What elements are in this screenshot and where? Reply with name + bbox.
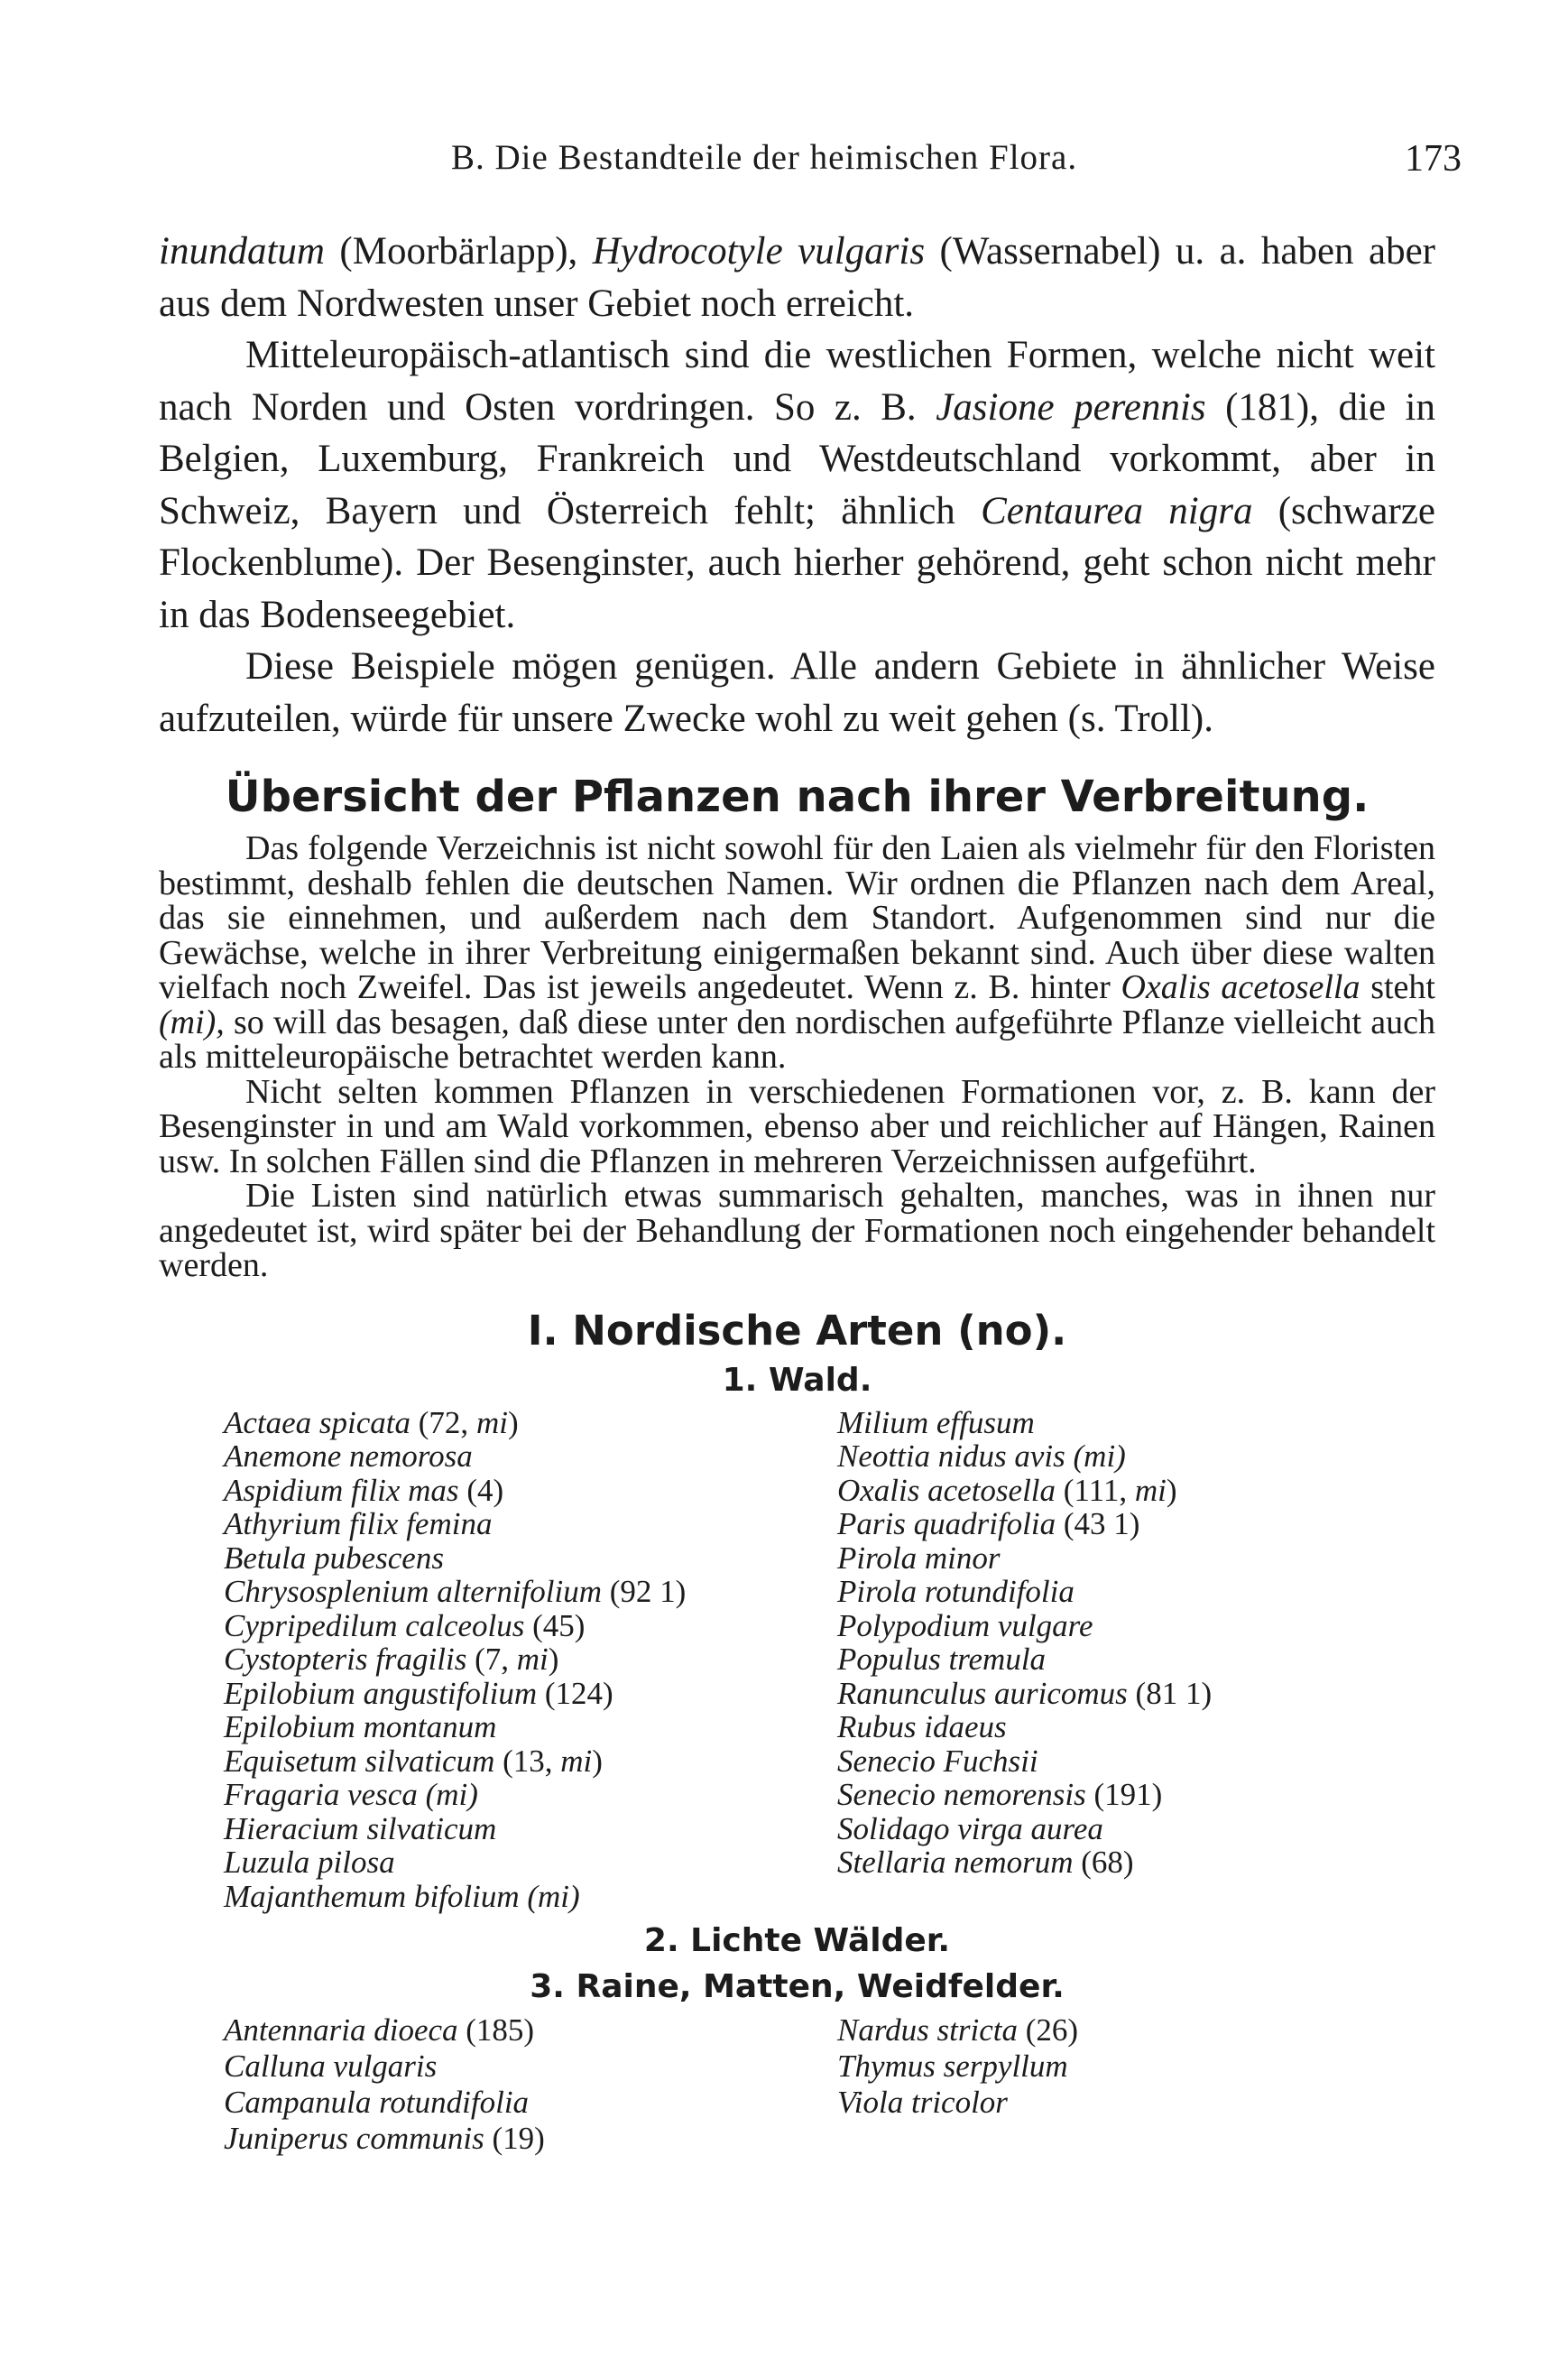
species-name: Cypripedilum calceolus <box>224 1607 525 1643</box>
species-entry <box>837 1642 1424 1677</box>
species-entry <box>837 2012 1424 2049</box>
species-name: Campanula rotundifolia <box>224 2085 530 2120</box>
species-entry <box>224 1474 837 1508</box>
species-entry <box>224 1541 837 1576</box>
species-note: (13, <box>494 1743 561 1779</box>
species-name: Viola tricolor <box>837 2085 1008 2120</box>
species-note: (68) <box>1073 1845 1134 1880</box>
species-note: (111, <box>1056 1472 1135 1508</box>
species-note-close: ) <box>507 1404 519 1440</box>
species-name: Equisetum silvaticum <box>224 1743 495 1779</box>
species-name: Oxalis acetosella <box>837 1472 1056 1508</box>
species-column-left <box>224 1406 837 1914</box>
text-run: (181), die in Belgien, Luxemburg, Frankreich und Westdeutschland vorkommt, aber in Schweiz, Bayern und Österreich fehlt; ähnlich <box>159 385 1436 532</box>
species-columns-wald <box>159 1406 1435 1914</box>
species-name: Chrysosplenium alternifolium <box>224 1574 603 1609</box>
species-name: Rubus idaeus <box>837 1709 1007 1744</box>
paragraph <box>159 1179 1435 1283</box>
italic-text: Jasione perennis <box>936 385 1206 429</box>
species-entry <box>837 1474 1424 1508</box>
species-entry <box>224 2085 837 2121</box>
species-entry <box>224 1439 837 1474</box>
species-column-left <box>224 2012 837 2157</box>
italic-text: (mi), <box>159 1003 225 1041</box>
text-run: Nicht selten kommen Pflanzen in verschiedenen Formationen vor, z. B. kann der Besenginster in und am Wald vorkommen, ebenso aber und reichlicher auf Hängen, Rainen usw. In solchen Fällen sind die Pflanzen in mehreren Verzeichnissen aufgeführt. <box>159 1072 1435 1180</box>
species-entry <box>224 1507 837 1541</box>
overview-text <box>159 831 1435 1283</box>
running-head: B. Die Bestandteile der heimischen Flora. <box>451 138 1078 177</box>
species-name: Epilobium angustifolium <box>224 1675 538 1711</box>
text-run: so will das besagen, daß diese unter den nordischen aufgeführte Pflanze vielleicht auch als mitteleuropäische betrachtet werden kann. <box>159 1003 1435 1076</box>
italic-text: Centaurea nigra <box>981 489 1253 532</box>
species-name: Neottia nidus avis (mi) <box>837 1438 1126 1474</box>
species-name: Actaea spicata <box>224 1404 411 1440</box>
species-entry <box>224 1880 837 1914</box>
paragraph <box>159 329 1435 641</box>
species-name: Antennaria dioeca <box>224 2012 458 2048</box>
species-name: Majanthemum bifolium (mi) <box>224 1878 580 1914</box>
species-name: Populus tremula <box>837 1642 1047 1677</box>
species-note-italic: mi <box>1134 1472 1167 1508</box>
subsection-heading-wald: 1. Wald. <box>722 1361 872 1399</box>
species-entry <box>837 1507 1424 1541</box>
species-entry <box>224 1609 837 1643</box>
species-entry <box>837 1541 1424 1576</box>
paragraph <box>159 831 1435 1075</box>
species-name: Ranunculus auricomus <box>837 1675 1128 1711</box>
species-name: Polypodium vulgare <box>837 1607 1093 1643</box>
species-name: Juniperus communis <box>224 2121 484 2156</box>
species-entry <box>224 1744 837 1779</box>
species-name: Anemone nemorosa <box>224 1438 473 1474</box>
species-name: Aspidium filix mas <box>224 1472 459 1508</box>
text-run: steht <box>1360 968 1435 1006</box>
species-note: (124) <box>537 1675 613 1711</box>
page-header <box>451 137 1462 191</box>
species-columns-raine <box>159 2012 1435 2157</box>
species-name: Paris quadrifolia <box>837 1506 1056 1541</box>
subsection-heading-lichte-waelder: 2. Lichte Wälder. <box>643 1922 951 1959</box>
species-name: Betula pubescens <box>224 1540 444 1576</box>
overview-heading: Übersicht der Pflanzen nach ihrer Verbreitung. <box>225 772 1370 822</box>
species-entry <box>837 1609 1424 1643</box>
species-name: Senecio nemorensis <box>837 1777 1086 1812</box>
paragraph <box>159 226 1435 329</box>
species-note: (26) <box>1018 2012 1079 2048</box>
text-run: (Moorbärlapp), <box>324 230 593 273</box>
species-entry <box>837 1710 1424 1744</box>
text-run: (Wassernabel) u. a. haben aber aus dem Nordwesten unser Gebiet noch erreicht. <box>159 230 1435 325</box>
species-name: Calluna vulgaris <box>224 2049 438 2084</box>
species-note-close: ) <box>592 1743 603 1779</box>
species-name: Milium effusum <box>837 1404 1035 1440</box>
species-name: Cystopteris fragilis <box>224 1642 467 1677</box>
species-note: (92 1) <box>602 1574 687 1609</box>
species-entry <box>837 1744 1424 1779</box>
species-entry <box>224 2012 837 2049</box>
species-name: Thymus serpyllum <box>837 2049 1068 2084</box>
species-note: (19) <box>484 2121 545 2156</box>
species-entry <box>224 1812 837 1846</box>
species-entry <box>837 1845 1424 1880</box>
species-name: Pirola rotundifolia <box>837 1574 1075 1609</box>
intro-text <box>159 226 1435 745</box>
species-name: Fragaria vesca (mi) <box>224 1777 478 1812</box>
species-entry <box>224 1575 837 1609</box>
species-name: Luzula pilosa <box>224 1845 395 1880</box>
species-entry <box>837 1575 1424 1609</box>
species-note-close: ) <box>1166 1472 1177 1508</box>
species-name: Nardus stricta <box>837 2012 1018 2048</box>
species-note: (7, <box>466 1642 517 1677</box>
paragraph <box>159 641 1435 745</box>
species-entry <box>224 1642 837 1677</box>
group-heading: I. Nordische Arten (no). <box>527 1306 1067 1355</box>
species-note-close: ) <box>548 1642 559 1677</box>
species-name: Senecio Fuchsii <box>837 1743 1038 1779</box>
species-note: (191) <box>1085 1777 1163 1812</box>
text-run: (schwarze Flockenblume). Der Besenginster, auch hierher gehörend, geht schon nicht mehr in das Bodenseegebiet. <box>159 489 1435 636</box>
species-name: Epilobium montanum <box>224 1709 497 1744</box>
species-entry <box>837 2085 1424 2121</box>
subsection-heading-raine: 3. Raine, Matten, Weidfelder. <box>530 1968 1065 2005</box>
species-note-italic: mi <box>475 1404 508 1440</box>
paragraph <box>159 1072 1435 1180</box>
species-entry <box>224 1710 837 1744</box>
species-entry <box>224 1778 837 1812</box>
species-entry <box>837 1677 1424 1711</box>
species-note: (185) <box>457 2012 535 2048</box>
italic-text: inundatum <box>159 230 325 273</box>
species-note-italic: mi <box>516 1642 549 1677</box>
species-name: Hieracium silvaticum <box>224 1810 497 1846</box>
species-entry <box>224 1677 837 1711</box>
text-run: Das folgende Verzeichnis ist nicht sowohl für den Laien als vielmehr für den Floristen bestimmt, deshalb fehlen die deutschen Namen. Wir ordnen die Pflanzen nach dem Areal, das sie einnehmen, und außerdem nach dem Standort. Aufgenommen sind nur die Gewächse, welche in ihrer Verbreitung einigermaßen bekannt sind. Auch über diese walten vielfach noch Zweifel. Das ist jeweils angedeutet. Wenn z. B. hinter <box>159 829 1435 1006</box>
species-name: Solidago virga aurea <box>837 1810 1103 1846</box>
species-entry <box>224 1406 837 1440</box>
text-run: Die Listen sind natürlich etwas summarisch gehalten, manches, was in ihnen nur angedeutet ist, wird später bei der Behandlung der Formationen noch eingehender behandelt werden. <box>159 1177 1435 1284</box>
species-column-right <box>837 1406 1424 1914</box>
italic-text: Hydrocotyle vulgaris <box>592 230 926 273</box>
page-body <box>159 226 1435 2157</box>
species-entry <box>837 1406 1424 1440</box>
species-entry <box>837 1439 1424 1474</box>
species-name: Stellaria nemorum <box>837 1845 1074 1880</box>
species-entry <box>837 1778 1424 1812</box>
species-entry <box>837 2049 1424 2085</box>
text-run: Mitteleuropäisch-atlantisch sind die westlichen Formen, welche nicht weit nach Norden und Osten vordringen. So z. B. <box>159 334 1435 429</box>
species-note-italic: mi <box>560 1743 593 1779</box>
species-note: (81 1) <box>1127 1675 1213 1711</box>
species-entry <box>224 2049 837 2085</box>
species-note: (45) <box>524 1607 586 1643</box>
species-name: Pirola minor <box>837 1540 1001 1576</box>
text-run: Diese Beispiele mögen genügen. Alle andern Gebiete in ähnlicher Weise aufzuteilen, würde für unsere Zwecke wohl zu weit gehen (s. Troll). <box>159 645 1435 740</box>
species-note: (43 1) <box>1056 1506 1140 1541</box>
species-entry <box>224 2121 837 2157</box>
italic-text: Oxalis acetosella <box>1121 968 1360 1006</box>
species-column-right <box>837 2012 1424 2157</box>
species-note: (4) <box>458 1472 504 1508</box>
species-name: Athyrium filix femina <box>224 1506 493 1541</box>
species-note: (72, <box>410 1404 476 1440</box>
species-entry <box>837 1812 1424 1846</box>
species-entry <box>224 1845 837 1880</box>
page-number: 173 <box>1405 138 1462 180</box>
